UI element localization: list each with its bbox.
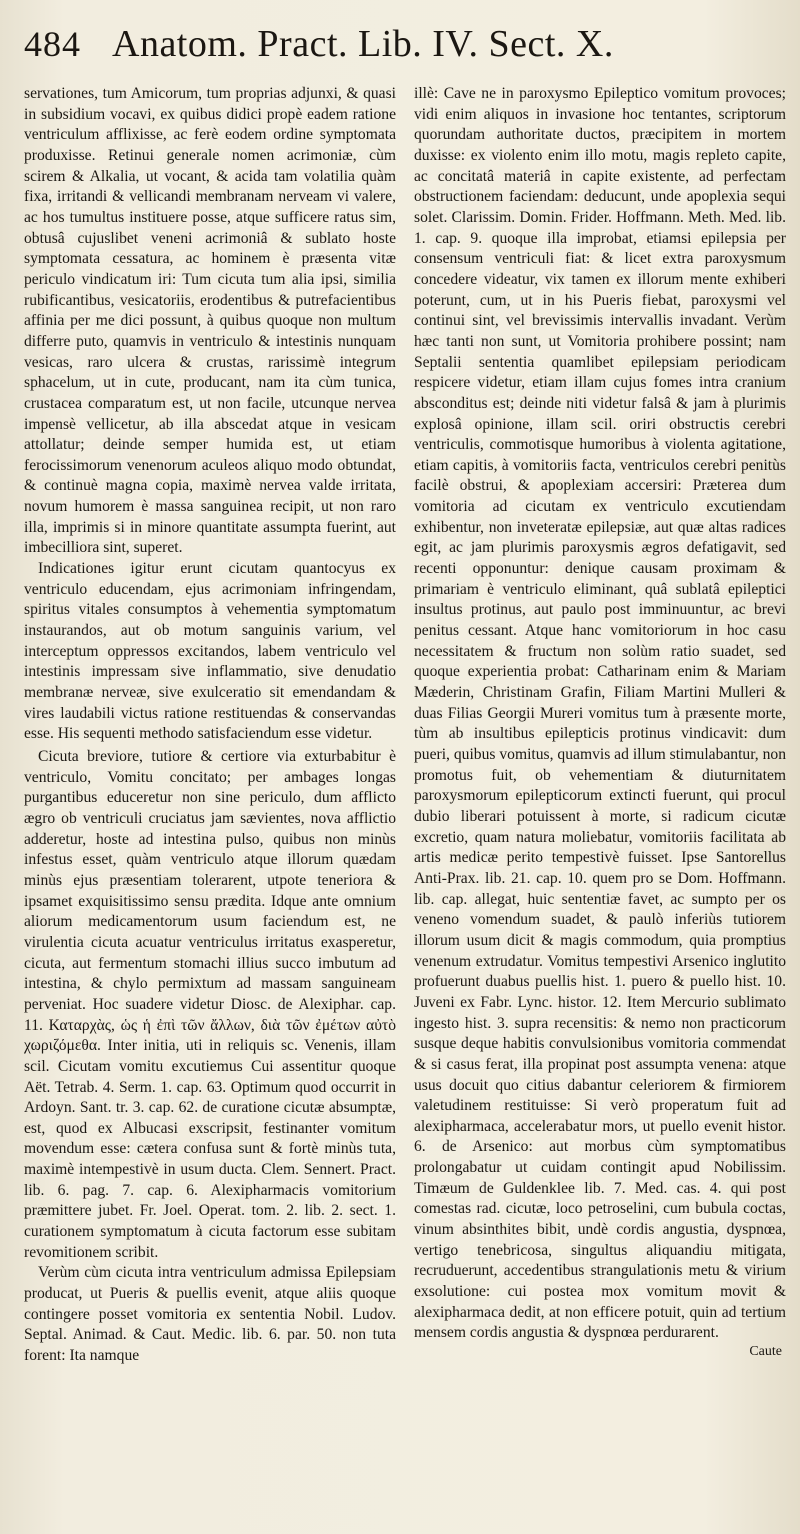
left-column [24, 84, 396, 1367]
page-number: 484 [24, 24, 81, 64]
paragraph: illè: Cave ne in paroxysmo Epileptico vomitum provoces; vidi enim aliquos in invasione hoc tentantes, scriptorum quorundam authoritate ductos, præcipitem in mortem duxisse: ex violento enim illo motu, magis repleto capite, ac concitatâ materiâ in capite existente, ad perfectam obstructionem faciendam: deducunt, unde apoplexia sequi solet. Clarissim. Domin. Frider. Hoffmann. Meth. Med. lib. 1. cap. 9. quoque illa improbat, etiamsi epilepsia per consensum ventriculi fiat: & licet extra paroxysmum concedere videatur, vix tamen ex illorum mente exhiberi poterunt, cum, ut in his Pueris fiebat, paroxysmi vel continui sint, vel brevissimis intervallis invadant. Verùm hæc tanti non sunt, ut Vomitoria prohibere possint; nam Septalii sententia quamlibet epilepsiam periodicam respicere videtur, etiam illam cujus fomes intra cranium absconditus est; deinde niti videtur falsâ & jam à plurimis explosâ opinione, illam scil. oriri obstructis cerebri ventriculis, commotisque humoribus à violenta agitatione, etiam capitis, à vomitoriis facta, ventriculos cerebri penitùs facilè obstrui, & apoplexiam accersiri: Præterea dum vomitoria ad cicutam ex ventriculo excutiendam exhibentur, non inveteratæ epilepsiæ, aut quæ altas radices egit, ac jam plurimis paroxysmis ægros defatigavit, sed recenti opponuntur: denique causam proximam & primariam è ventriculo eliminant, quâ sublatâ epileptici insultus protinus, aut paulo post imminuuntur, ac brevi penitus cessant. Atque hanc vomitoriorum in hoc casu necessitatem & fructum non solùm ratio suadet, sed quoque experientia probat: Catharinam enim & Mariam Mæderin, Christinam Grafin, Filiam Martini Mulleri & duas Filias Georgii Mureri vomitus tum à præsente morte, tùm ab insultibus epilepticis protinus vindicavit: dum pueri, quibus vomitus, quamvis ad illum stimulabantur, non promotus fuit, ob vehementiam & diuturnitatem paroxysmorum epilepticorum extincti fuerunt, qui procul dubio liberari potuissent à morte, si radicum cicutæ excretio, quam natura moliebatur, vomitoriis facilitata ab artis medicæ perito tempestivè fuisset. Ipse Santorellus Anti-Prax. lib. 21. cap. 10. quem pro se Dom. Hoffmann. lib. cap. allegat, huic sententiæ favet, ac sumpto per os veneno vomendum suadet, & paulò inferiùs tutiorem illorum usum dicit & magis commodum, quia promptius venenum extrudatur. Vomitus tempestivi Arsenico inglutito profuerunt duabus puellis hist. 1. puero & puello hist. 10. Juveni ex Fabr. Lync. histor. 12. Item Mercurio sublimato ingesto hist. 3. supra recensitis: & nemo non practicorum susque deque habitis convulsionibus vomitoria commendat & si casus ferat, illa propinat post assumpta venena: atque usus docuit quo citius dabantur celeriorem & firmiorem valetudinem restituisse: Si verò properatum fuit ad alexipharmaca, accelerabatur mors, ut puello evenit histor. 6. de Arsenico: aut morbus cùm symptomatibus prolongabatur ut cuidam contingit apud Nobilissim. Timæum de Guldenklee lib. 7. Med. cas. 4. qui post comestas rad. cicutæ, loco petroselini, cum bubula coctas, vinum absinthites bibit, undè cordis angustia, dyspnœa, vertigo tenebricosa, singultus aliquandiu mitigata, recruduerunt, accedentibus strangulationis metu & virium exsolutione: cui postea mox vomitum movit & alexipharmaca dedit, at non efficere potuit, quin ad tertium mensem cordis angustia & dyspnœa perdurarent. [414, 85, 786, 1342]
paragraph: Cicuta breviore, tutiore & certiore via exturbabitur è ventriculo, Vomitu concitato; per ambages longas purgantibus educeretur non sine periculo, dum afflicto ægro ob ventriculi cruciatus jam sævientes, nova afflictio adderetur, hoste ad intestina pulso, quibus non minùs infestus esset, quàm ventriculo atque illorum quædam minùs ejus præsentiam tolerarent, utpote teneriora & ipsamet exquisitissimo sensu prædita. Idque ante omnium aliorum medicamentorum usum faciendum est, ne virulentia cicuta acuatur ventriculus irritatus exasperetur, cicuta, aut fermentum stomachi illius succo imbutum ad intestina, & chylo permixtum ad massam sanguineam perveniat. Hoc suadere videtur Diosc. de Alexiphar. cap. 11. Καταρχὰς, ὡς ἡ ἐπὶ τῶν ἄλλων, διὰ τῶν ἐμέτων αὐτὸ χωριζόμεθα. Inter initia, uti in reliquis sc. Venenis, illam scil. Cicutam vomitu excutiemus Cui assentitur quoque Aët. Tetrab. 4. Serm. 1. cap. 63. Optimum quod occurrit in Ardoyn. Sant. tr. 3. cap. 62. de curatione cicutæ absumptæ, est, quod ex Albucasi exscripsit, festinanter vomitum movendum esse: cætera confusa sunt & fortè minùs tuta, maximè intempestivè in usum ducta. Clem. Sennert. Pract. lib. 6. pag. 7. cap. 6. Alexipharmacis vomitorium præmittere jubet. Fr. Joel. Operat. tom. 2. lib. 2. sect. 1. curationem symptomatum à cicuta factorum esse subitam revomitionem scribit. [24, 748, 396, 1261]
text-columns [24, 84, 786, 1367]
running-title: Anatom. Pract. Lib. IV. Sect. X. [112, 23, 614, 65]
paragraph: Verùm cùm cicuta intra ventriculum admissa Epilepsiam producat, ut Pueris & puellis evenit, atque aliis quoque contingere posset vomitoria ex sententia Nobil. Ludov. Septal. Animad. & Caut. Medic. lib. 6. par. 50. non tuta forent: Ita namque [24, 1264, 396, 1365]
paragraph: servationes, tum Amicorum, tum proprias adjunxi, & quasi in subsidium vocavi, ex quibus didici propè eadem ratione ventriculum afflixisse, ac ferè eodem ordine symptomata produxisse. Retinui generale nomen acrimoniæ, cùm scirem & Alkalia, ut vocant, & acida tam volatilia quàm fixa, irritandi & vellicandi membranam nerveam vi valere, ac hos tumultus instituere posse, atque sufficere ratus sim, obtusâ cujuslibet veneni acrimoniâ & sublato hoste symptomata cessatura, ac hominem è præsenta vitæ periculo vindicatum iri: Tum cicuta tum alia ipsi, similia rubificantibus, vesicatoriis, erodentibus & putrefacientibus affinia per me dici possunt, à quibus quoque non multum differre puto, quamvis in ventriculo & intestinis nunquam vesicas, raro ulcera & crustas, rarissimè integrum sphacelum, ut in cute, producant, nam ita cùm tunica, crustacea comparatum est, ut non facile, utcunque nervea impensè vellicetur, ab illa abscedat atque in vesicam attollatur; deinde semper humida est, ut etiam ferocissimorum venenorum aculeos aliquo modo obtundat, & continuè magna copia, maximè nervea valde irritata, novum humorem è massa sanguinea recipit, ut non raro illa, imprimis si in minore quantitate assumpta fuerint, aut imbecilliora sint, superet. [24, 85, 396, 557]
paragraph: Indicationes igitur erunt cicutam quantocyus ex ventriculo educendam, ejus acrimoniam infringendam, spiritus vitales consumptos à vehementia symptomatum instaurandos, aut ob motum sanguinis varium, vel interceptum oppressos excitandos, labem ventriculo vel intestinis impressam sive inflammatio, sive denudatio membranæ nerveæ, sive exulceratio sit emendandam & vires laudabili victus ratione restituendas & conservandas esse. His sequenti methodo satisfaciendum esse videtur. [24, 560, 396, 743]
catchword: Caute [749, 1344, 782, 1360]
page-header [24, 22, 786, 80]
right-column [414, 84, 786, 1367]
